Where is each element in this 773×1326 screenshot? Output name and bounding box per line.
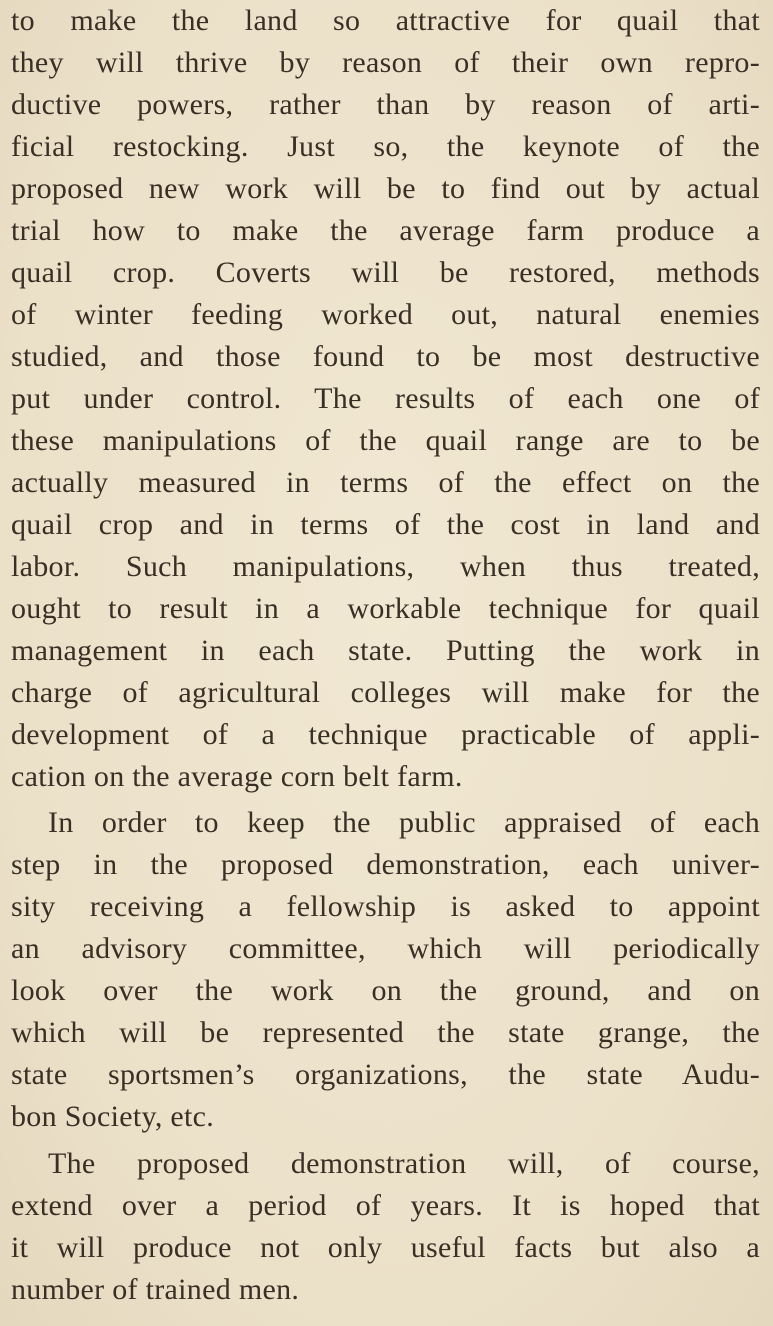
text-line: development of a technique practicable of appli- — [11, 718, 760, 751]
text-line: it will produce not only useful facts but also a — [11, 1231, 760, 1264]
text-line: trial how to make the average farm produce a — [11, 214, 760, 247]
text-line: of winter feeding worked out, natural enemies — [11, 298, 760, 331]
text-line: put under control. The results of each one of — [11, 382, 760, 415]
text-line: studied, and those found to be most destructive — [11, 340, 760, 373]
text-line: ficial restocking. Just so, the keynote of the — [11, 130, 760, 163]
text-line: to make the land so attractive for quail that — [11, 4, 760, 37]
text-line: actually measured in terms of the effect on the — [11, 466, 760, 499]
text-line: labor. Such manipulations, when thus treated, — [11, 550, 760, 583]
text-line: management in each state. Putting the work in — [11, 634, 760, 667]
text-line: look over the work on the ground, and on — [11, 974, 760, 1007]
text-line: cation on the average corn belt farm. — [11, 760, 463, 793]
text-line: ductive powers, rather than by reason of arti- — [11, 88, 760, 121]
text-line: an advisory committee, which will periodically — [11, 932, 760, 965]
text-line: number of trained men. — [11, 1273, 300, 1306]
text-line: extend over a period of years. It is hoped that — [11, 1189, 760, 1222]
text-line: charge of agricultural colleges will make for the — [11, 676, 760, 709]
text-line: step in the proposed demonstration, each univer- — [11, 848, 760, 881]
text-line: proposed new work will be to find out by actual — [11, 172, 760, 205]
text-line: which will be represented the state grange, the — [11, 1016, 760, 1049]
text-line: bon Society, etc. — [11, 1100, 215, 1133]
text-line: The proposed demonstration will, of course, — [48, 1147, 760, 1180]
text-line: these manipulations of the quail range are to be — [11, 424, 760, 457]
text-line: sity receiving a fellowship is asked to appoint — [11, 890, 760, 923]
text-line: state sportsmen’s organizations, the state Audu- — [11, 1058, 760, 1091]
text-line: quail crop. Coverts will be restored, methods — [11, 256, 760, 289]
text-line: they will thrive by reason of their own repro- — [11, 46, 760, 79]
text-line: In order to keep the public appraised of each — [48, 806, 760, 839]
text-line: quail crop and in terms of the cost in land and — [11, 508, 760, 541]
text-line: ought to result in a workable technique for quail — [11, 592, 760, 625]
